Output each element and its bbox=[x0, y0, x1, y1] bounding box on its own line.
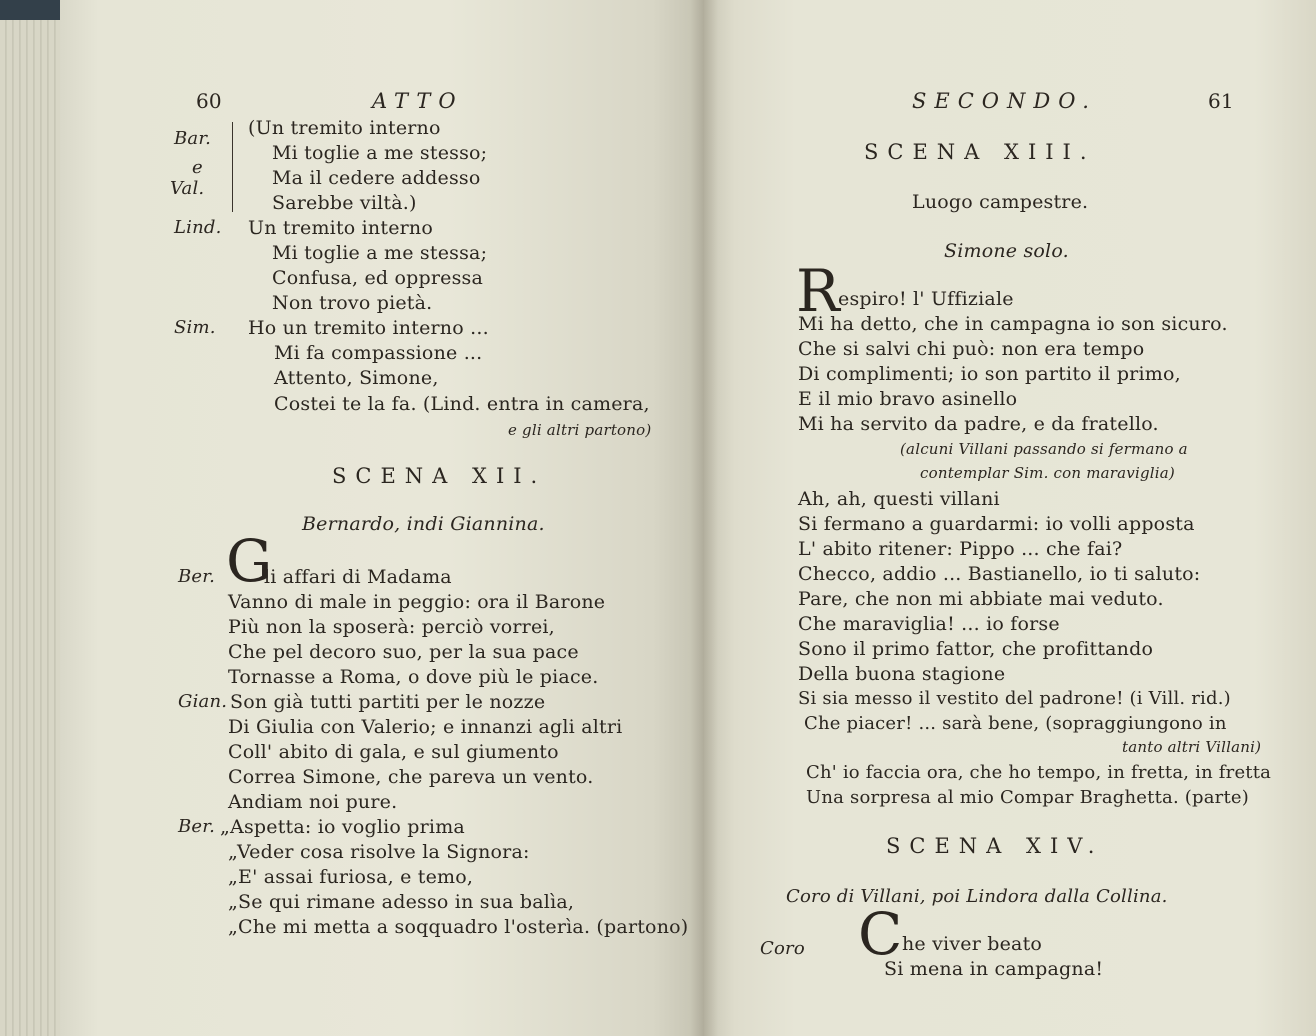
verse-line: Confusa, ed oppressa bbox=[272, 267, 484, 289]
book-gutter bbox=[690, 0, 718, 1036]
page-number-right: 61 bbox=[1208, 89, 1234, 113]
speaker-label: Val. bbox=[170, 178, 205, 199]
running-head-left: ATTO bbox=[372, 89, 464, 113]
verse-line: Più non la sposerà: perciò vorrei, bbox=[228, 616, 555, 638]
verse-line: Mi toglie a me stesso; bbox=[272, 142, 488, 164]
verse-line: „Veder cosa risolve la Signora: bbox=[228, 841, 530, 863]
speaker-label: Sim. bbox=[174, 317, 216, 338]
verse-line: L' abito ritener: Pippo ... che fai? bbox=[798, 538, 1123, 560]
drop-cap: C bbox=[858, 900, 903, 968]
drop-cap: R bbox=[796, 257, 840, 325]
verse-line: Che piacer! ... sarà bene, (sopraggiungono in bbox=[804, 713, 1227, 734]
verse-line: (Un tremito interno bbox=[248, 117, 441, 139]
verse-line: Sono il primo fattor, che profittando bbox=[798, 638, 1154, 660]
verse-line: Si mena in campagna! bbox=[884, 958, 1104, 980]
scene-characters: Bernardo, indi Giannina. bbox=[302, 513, 545, 535]
verse-line: Un tremito interno bbox=[248, 217, 434, 239]
verse-line: he viver beato bbox=[902, 933, 1043, 955]
verse-line: Sarebbe viltà.) bbox=[272, 192, 417, 214]
verse-line: Checco, addio ... Bastianello, io ti saluto: bbox=[798, 563, 1201, 585]
verse-line: Mi toglie a me stessa; bbox=[272, 242, 488, 264]
verse-line: Ch' io faccia ora, che ho tempo, in fretta, in fretta bbox=[806, 762, 1272, 783]
verse-line: li affari di Madama bbox=[264, 566, 452, 588]
scene-characters: Simone solo. bbox=[944, 240, 1069, 262]
verse-line: Correa Simone, che pareva un vento. bbox=[228, 766, 594, 788]
verse-line: Son già tutti partiti per le nozze bbox=[230, 691, 546, 713]
verse-line: Mi ha detto, che in campagna io son sicuro. bbox=[798, 313, 1228, 335]
verse-line: Ah, ah, questi villani bbox=[798, 488, 1000, 510]
verse-line: „E' assai furiosa, e temo, bbox=[228, 866, 474, 888]
speaker-label: Bar. bbox=[174, 128, 212, 149]
page-edges bbox=[0, 20, 60, 1036]
verse-line: Che pel decoro suo, per la sua pace bbox=[228, 641, 579, 663]
verse-line: Si fermano a guardarmi: io volli apposta bbox=[798, 513, 1195, 535]
verse-line: Si sia messo il vestito del padrone! (i Vill. rid.) bbox=[798, 688, 1231, 709]
verse-line: Pare, che non mi abbiate mai veduto. bbox=[798, 588, 1164, 610]
verse-line: Costei te la fa. (Lind. entra in camera, bbox=[274, 393, 650, 415]
verse-line: „Se qui rimane adesso in sua balìa, bbox=[228, 891, 575, 913]
stage-direction: e gli altri partono) bbox=[508, 421, 652, 439]
verse-line: Che maraviglia! ... io forse bbox=[798, 613, 1060, 635]
speaker-label: Ber. bbox=[178, 816, 216, 837]
speaker-brace bbox=[232, 122, 241, 212]
verse-line: Di Giulia con Valerio; e innanzi agli altri bbox=[228, 716, 623, 738]
verse-line: Non trovo pietà. bbox=[272, 292, 433, 314]
verse-line: Della buona stagione bbox=[798, 663, 1006, 685]
verse-line: Ho un tremito interno ... bbox=[248, 317, 489, 339]
speaker-label: Gian. bbox=[178, 691, 228, 712]
running-head-right: SECONDO. bbox=[912, 89, 1097, 113]
verse-line: Mi ha servito da padre, e da fratello. bbox=[798, 413, 1159, 435]
scene-setting: Luogo campestre. bbox=[912, 191, 1089, 213]
verse-line: Che si salvi chi può: non era tempo bbox=[798, 338, 1145, 360]
stage-direction: tanto altri Villani) bbox=[1122, 738, 1262, 756]
speaker-label: e bbox=[192, 157, 203, 178]
page-number-left: 60 bbox=[196, 89, 222, 113]
verse-line: Coll' abito di gala, e sul giumento bbox=[228, 741, 559, 763]
stage-direction: (alcuni Villani passando si fermano a bbox=[900, 440, 1188, 458]
drop-cap: G bbox=[226, 527, 273, 595]
verse-line: Una sorpresa al mio Compar Braghetta. (parte) bbox=[806, 787, 1249, 808]
speaker-label: Coro bbox=[760, 938, 805, 959]
verse-line: Andiam noi pure. bbox=[228, 791, 398, 813]
verse-line: Attento, Simone, bbox=[274, 367, 439, 389]
verse-line: Vanno di male in peggio: ora il Barone bbox=[228, 591, 606, 613]
verse-line: Mi fa compassione ... bbox=[274, 342, 483, 364]
speaker-label: Ber. bbox=[178, 566, 216, 587]
scene-title: SCENA XIII. bbox=[864, 140, 1096, 164]
verse-line: „Che mi metta a soqquadro l'osterìa. (partono) bbox=[228, 916, 689, 938]
verse-line: Ma il cedere addesso bbox=[272, 167, 481, 189]
verse-line: „Aspetta: io voglio prima bbox=[220, 816, 465, 838]
verse-line: espiro! l' Uffiziale bbox=[838, 288, 1014, 310]
verse-line: Tornasse a Roma, o dove più le piace. bbox=[228, 666, 599, 688]
speaker-label: Lind. bbox=[174, 217, 222, 238]
scene-title: SCENA XIV. bbox=[886, 834, 1104, 858]
verse-line: Di complimenti; io son partito il primo, bbox=[798, 363, 1181, 385]
stage-direction: contemplar Sim. con maraviglia) bbox=[920, 464, 1175, 482]
scene-title: SCENA XII. bbox=[332, 464, 547, 488]
scene-characters: Coro di Villani, poi Lindora dalla Collina. bbox=[786, 886, 1168, 907]
verse-line: E il mio bravo asinello bbox=[798, 388, 1018, 410]
